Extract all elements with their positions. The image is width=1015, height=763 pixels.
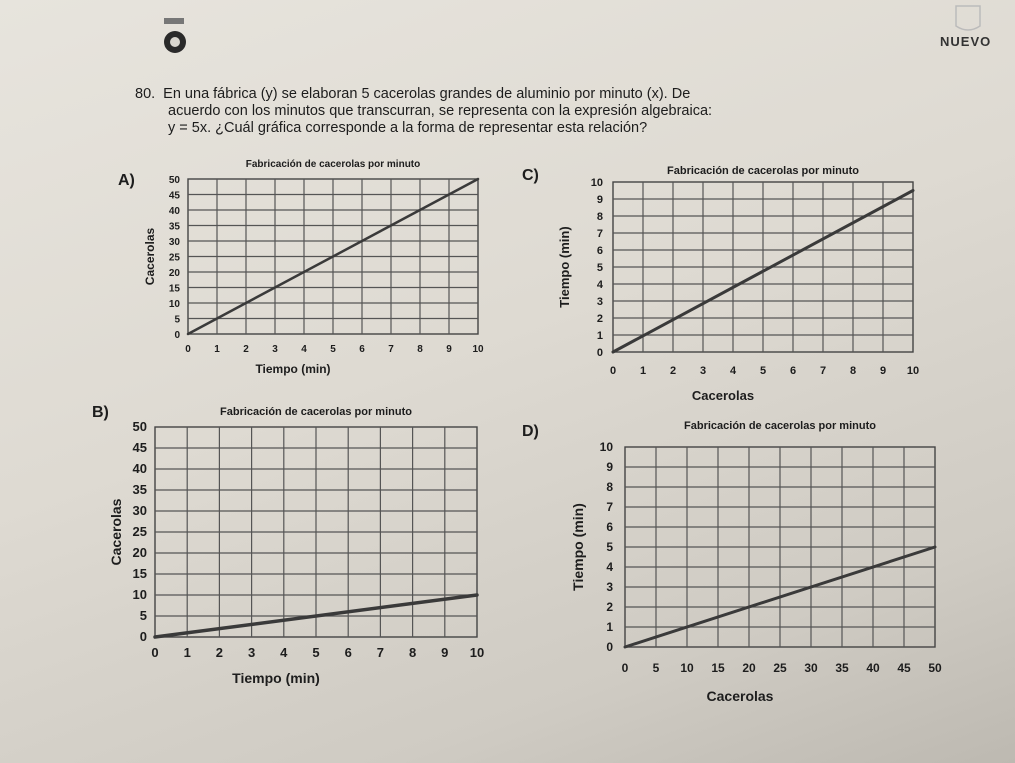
x-tick-label: 6 xyxy=(789,365,797,377)
x-tick-label: 2 xyxy=(669,365,677,377)
chart-title: Fabricación de cacerolas por minuto xyxy=(667,165,859,177)
question-line-2: acuerdo con los minutos que transcurran, se representa con la expresión algebraica: xyxy=(168,103,713,119)
y-tick-label: 3 xyxy=(606,580,613,594)
y-tick-label: 1 xyxy=(596,330,603,342)
x-tick-label: 5 xyxy=(312,645,320,660)
y-tick-label: 6 xyxy=(596,245,603,257)
y-axis-label: Cacerolas xyxy=(108,498,124,566)
x-tick-label: 1 xyxy=(183,645,191,660)
x-tick-label: 3 xyxy=(247,645,256,660)
y-tick-label: 5 xyxy=(596,262,603,274)
x-tick-label: 10 xyxy=(469,645,485,660)
y-axis-label: Cacerolas xyxy=(143,227,157,286)
x-tick-label: 3 xyxy=(699,365,707,377)
x-tick-label: 0 xyxy=(621,661,629,675)
y-tick-label: 8 xyxy=(606,480,613,494)
chart-title: Fabricación de cacerolas por minuto xyxy=(684,420,876,432)
option-a-label[interactable]: A) xyxy=(118,172,135,189)
x-tick-label: 8 xyxy=(417,344,423,355)
x-tick-label: 2 xyxy=(243,344,249,355)
y-tick-label: 25 xyxy=(132,524,147,539)
option-b-label[interactable]: B) xyxy=(92,404,109,421)
x-tick-label: 5 xyxy=(330,344,336,355)
y-tick-label: 0 xyxy=(139,629,147,644)
x-tick-label: 6 xyxy=(344,645,352,660)
x-tick-label: 4 xyxy=(280,645,288,660)
y-tick-label: 45 xyxy=(132,440,147,455)
y-tick-label: 30 xyxy=(132,503,147,518)
x-tick-label: 0 xyxy=(185,344,191,355)
x-tick-label: 20 xyxy=(742,661,756,675)
x-axis-label: Cacerolas xyxy=(706,688,774,704)
y-tick-label: 5 xyxy=(174,314,180,326)
x-tick-label: 6 xyxy=(359,344,365,355)
y-tick-label: 20 xyxy=(132,545,147,560)
x-axis-label: Cacerolas xyxy=(691,388,755,403)
x-tick-label: 9 xyxy=(446,344,452,355)
x-tick-label: 10 xyxy=(680,661,694,675)
x-tick-label: 10 xyxy=(472,344,484,355)
x-tick-label: 8 xyxy=(408,645,417,660)
y-tick-label: 2 xyxy=(596,313,603,325)
y-tick-label: 6 xyxy=(606,520,613,534)
x-tick-label: 30 xyxy=(804,661,818,675)
y-tick-label: 5 xyxy=(606,540,613,554)
y-tick-label: 4 xyxy=(596,279,603,291)
chart-option-a xyxy=(130,155,510,385)
y-tick-label: 40 xyxy=(168,206,180,217)
x-tick-label: 2 xyxy=(215,645,224,660)
chart-option-c xyxy=(555,160,955,410)
x-axis-label: Tiempo (min) xyxy=(255,362,331,376)
x-tick-label: 45 xyxy=(897,661,911,675)
x-tick-label: 5 xyxy=(652,661,660,675)
x-tick-label: 7 xyxy=(819,365,827,377)
x-tick-label: 7 xyxy=(388,344,394,355)
y-tick-label: 3 xyxy=(596,296,603,308)
y-tick-label: 0 xyxy=(174,330,180,341)
y-tick-label: 8 xyxy=(596,211,603,223)
y-tick-label: 40 xyxy=(132,461,147,476)
x-tick-label: 1 xyxy=(214,344,220,355)
y-tick-label: 5 xyxy=(139,608,147,623)
y-tick-label: 25 xyxy=(168,252,180,264)
x-tick-label: 0 xyxy=(151,645,159,660)
school-seal-icon xyxy=(162,18,188,56)
y-tick-label: 10 xyxy=(132,587,147,602)
y-axis-label: Tiempo (min) xyxy=(557,226,572,308)
x-tick-label: 4 xyxy=(301,344,307,355)
y-tick-label: 15 xyxy=(168,283,180,295)
y-tick-label: 7 xyxy=(596,228,603,240)
x-tick-label: 40 xyxy=(866,661,880,675)
y-tick-label: 20 xyxy=(168,268,180,279)
y-tick-label: 0 xyxy=(606,640,613,654)
question-line-1: En una fábrica (y) se elaboran 5 cacerolas grandes de aluminio por minuto (x). De xyxy=(163,86,691,102)
question-number: 80. xyxy=(135,86,156,102)
y-tick-label: 7 xyxy=(606,500,613,514)
y-tick-label: 35 xyxy=(168,221,180,233)
x-tick-label: 8 xyxy=(849,365,857,377)
y-tick-label: 9 xyxy=(606,460,613,474)
x-tick-label: 10 xyxy=(906,365,920,377)
y-tick-label: 4 xyxy=(606,560,613,574)
question-line-3: y = 5x. ¿Cuál gráfica corresponde a la forma de representar esta relación? xyxy=(168,120,648,136)
y-tick-label: 10 xyxy=(599,440,613,454)
chart-title: Fabricación de cacerolas por minuto xyxy=(220,406,412,418)
question-text xyxy=(135,86,935,137)
chart-option-d xyxy=(555,415,965,715)
y-tick-label: 0 xyxy=(596,347,603,359)
x-tick-label: 50 xyxy=(928,661,942,675)
y-tick-label: 9 xyxy=(596,194,603,206)
y-tick-label: 1 xyxy=(606,620,613,634)
x-tick-label: 0 xyxy=(609,365,617,377)
x-tick-label: 9 xyxy=(879,365,887,377)
x-tick-label: 3 xyxy=(272,344,278,355)
x-tick-label: 5 xyxy=(759,365,767,377)
option-d-label[interactable]: D) xyxy=(522,423,539,440)
y-tick-label: 2 xyxy=(606,600,613,614)
y-tick-label: 10 xyxy=(590,177,603,189)
chart-title: Fabricación de cacerolas por minuto xyxy=(245,159,421,170)
option-c-label[interactable]: C) xyxy=(522,167,539,184)
y-axis-label: Tiempo (min) xyxy=(570,503,586,591)
y-tick-label: 15 xyxy=(132,566,147,581)
x-tick-label: 25 xyxy=(773,661,787,675)
x-axis-label: Tiempo (min) xyxy=(232,670,320,686)
x-tick-label: 9 xyxy=(441,645,449,660)
y-tick-label: 50 xyxy=(168,175,180,186)
y-tick-label: 30 xyxy=(168,237,180,248)
x-tick-label: 15 xyxy=(711,661,725,675)
y-tick-label: 45 xyxy=(168,190,180,202)
x-tick-label: 35 xyxy=(835,661,849,675)
chart-option-b xyxy=(105,405,495,695)
y-tick-label: 50 xyxy=(132,419,147,434)
x-tick-label: 4 xyxy=(729,365,737,377)
y-tick-label: 10 xyxy=(168,299,180,310)
x-tick-label: 1 xyxy=(639,365,647,377)
x-tick-label: 7 xyxy=(376,645,385,660)
nuevo-badge: NUEVO xyxy=(940,34,992,49)
y-tick-label: 35 xyxy=(132,482,147,497)
